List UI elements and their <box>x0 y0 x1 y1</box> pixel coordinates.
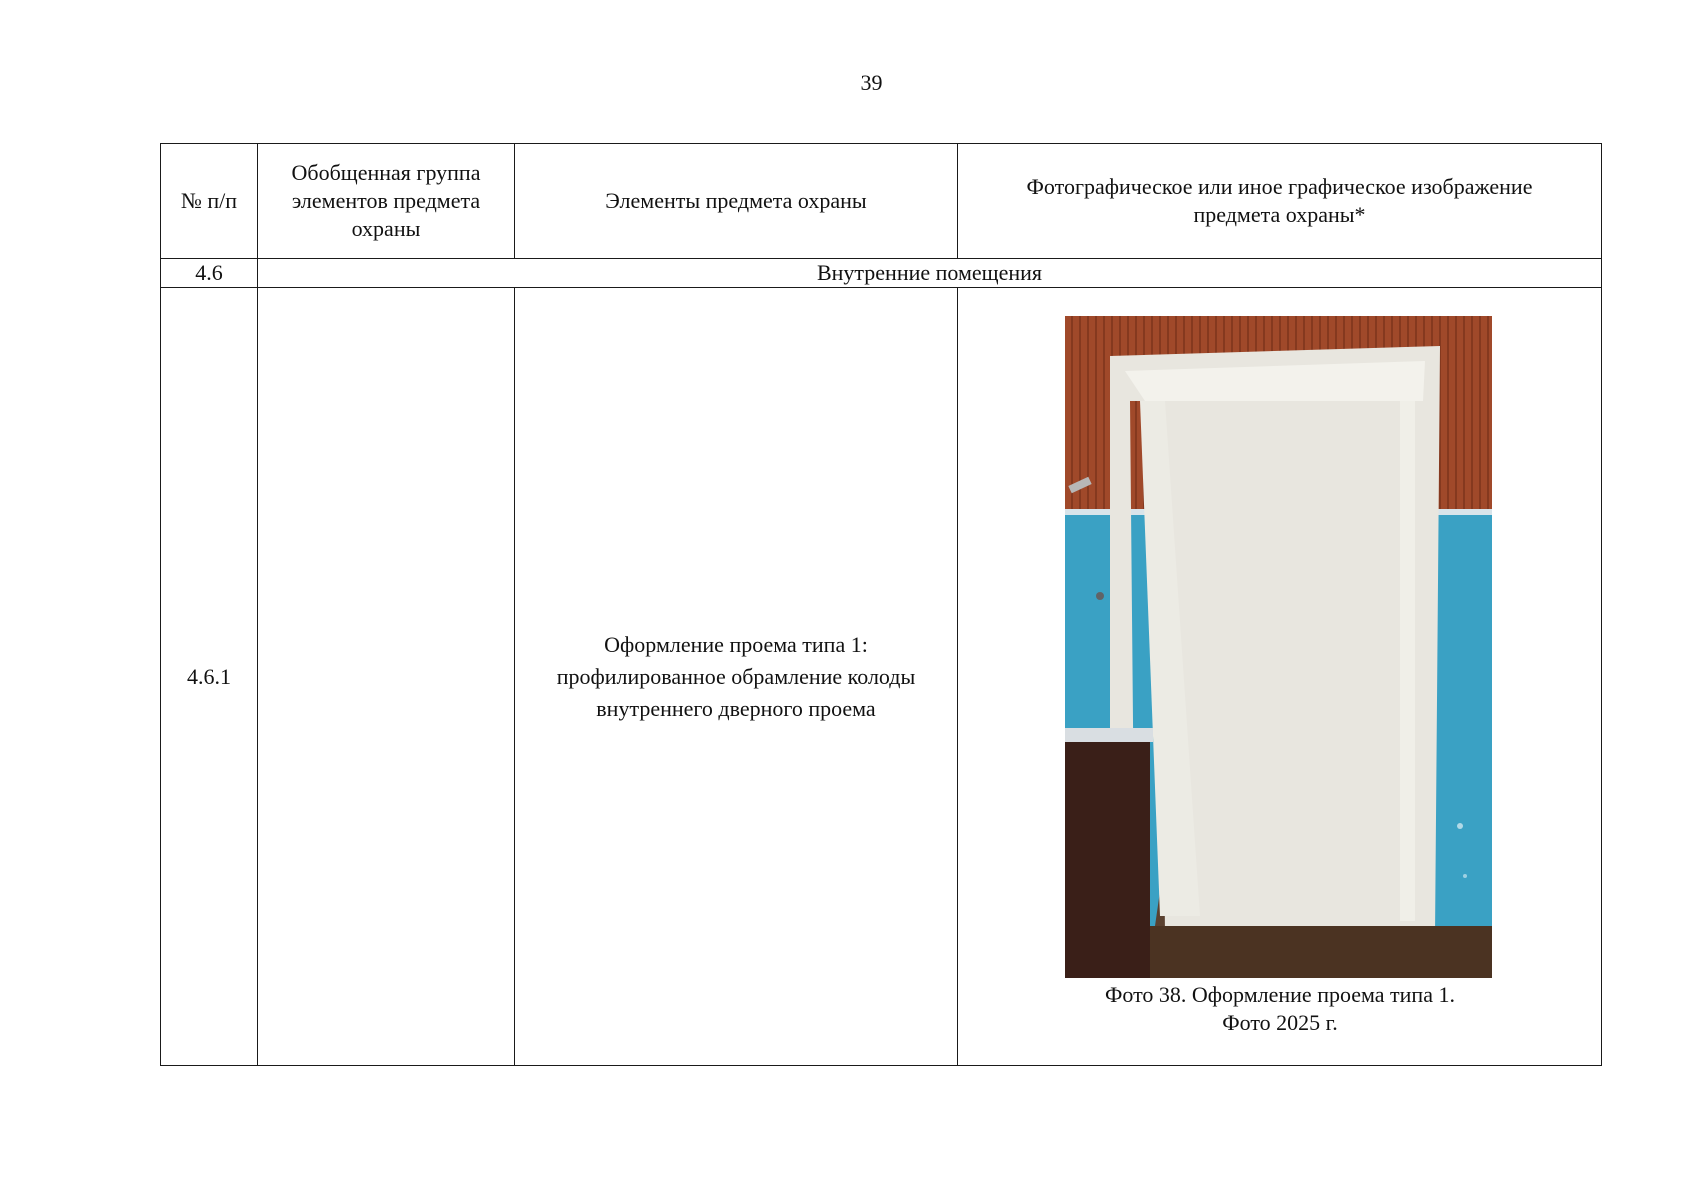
row-group <box>258 288 515 1066</box>
section-row <box>161 259 1602 288</box>
header-image: Фотографическое или иное графическое изображение предмета охраны* <box>958 144 1602 259</box>
caption-line-1: Фото 38. Оформление проема типа 1. <box>1105 982 1455 1007</box>
row-num: 4.6.1 <box>161 288 258 1066</box>
header-elements: Элементы предмета охраны <box>515 144 958 259</box>
protection-elements-table <box>160 143 1602 1066</box>
header-num: № п/п <box>161 144 258 259</box>
table-header-row <box>161 144 1602 259</box>
caption-line-2: Фото 2025 г. <box>1222 1010 1338 1035</box>
section-title: Внутренние помещения <box>258 259 1602 288</box>
table-row <box>161 288 1602 1066</box>
doorway-photo <box>1065 316 1492 978</box>
row-element: Оформление проема типа 1: профилированное обрамление колоды внутреннего дверного проема <box>515 288 958 1066</box>
section-num: 4.6 <box>161 259 258 288</box>
photo-caption <box>958 981 1602 1037</box>
page-number: 39 <box>860 70 883 95</box>
row-photo-cell <box>958 288 1602 1066</box>
header-group: Обобщенная группа элементов предмета охраны <box>258 144 515 259</box>
